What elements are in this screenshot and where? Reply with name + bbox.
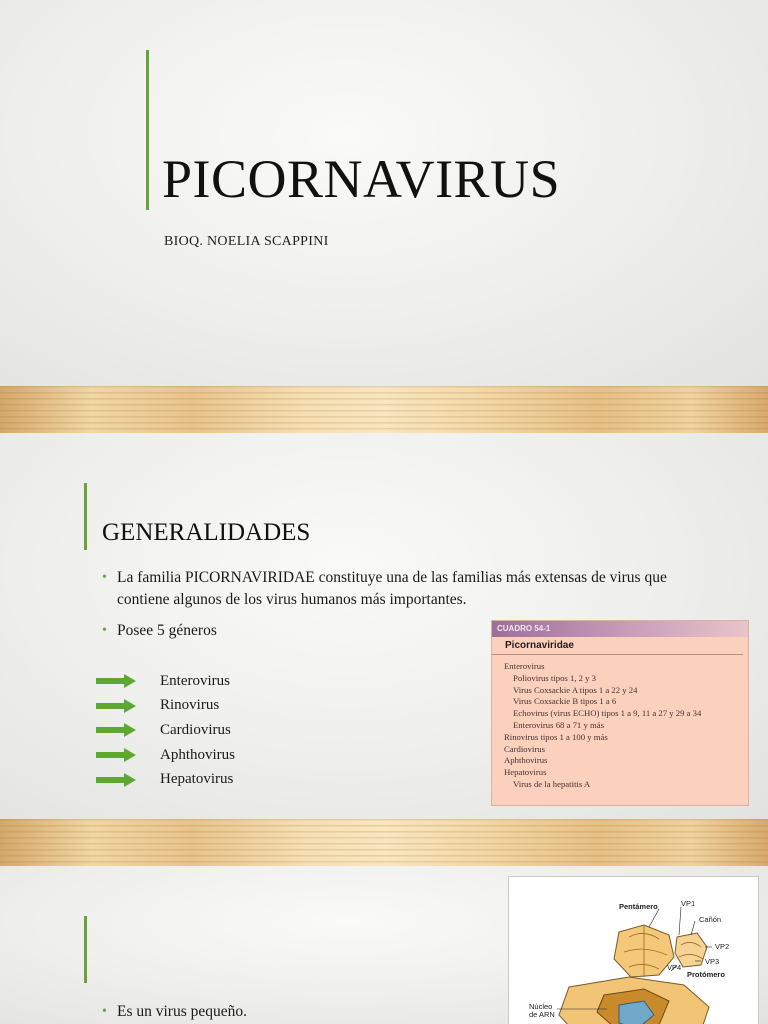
vp1-label: VP1 xyxy=(681,899,696,908)
genus-label: Aphthovirus xyxy=(160,746,235,763)
table-row: Rinovirus tipos 1 a 100 y más xyxy=(504,731,608,742)
table-row: Virus de la hepatitis A xyxy=(513,778,591,789)
structure-slide xyxy=(0,866,768,1024)
genus-item xyxy=(96,767,235,792)
table-title: Picornaviridae xyxy=(492,637,743,655)
table-row: Virus Coxsackie B tipos 1 a 6 xyxy=(513,696,617,707)
bullet-item: • Posee 5 géneros xyxy=(102,620,672,642)
genus-item xyxy=(96,718,235,743)
right-arrow-icon xyxy=(96,723,136,737)
vp4-label: VP4 xyxy=(667,963,682,972)
genus-item xyxy=(96,743,235,768)
rna-core-label: Núcleo de ARN xyxy=(529,1002,555,1019)
wood-divider xyxy=(0,386,768,433)
pentamer-label: Pentámero xyxy=(619,902,658,911)
genus-label: Enterovirus xyxy=(160,672,230,689)
vp3-label: VP3 xyxy=(705,957,720,966)
slide-title: GENERALIDADES xyxy=(102,519,311,546)
picornaviridae-table xyxy=(491,620,749,806)
table-row: Hepatovirus xyxy=(504,767,547,778)
table-header: CUADRO 54-1 xyxy=(492,621,748,637)
right-arrow-icon xyxy=(96,674,136,688)
bullet-item: • Es un virus pequeño. xyxy=(102,1001,482,1023)
table-row: Cardiovirus xyxy=(504,743,546,754)
right-arrow-icon xyxy=(96,748,136,762)
table-row: Echovirus (virus ECHO) tipos 1 a 9, 11 a 27 y 29 a 34 xyxy=(513,708,702,719)
table-row: Enterovirus 68 a 71 y más xyxy=(513,719,604,730)
canyon-label: Cañón xyxy=(699,915,722,924)
genus-item xyxy=(96,669,235,694)
protomer-label: Protómero xyxy=(687,970,725,979)
accent-bar xyxy=(146,50,149,210)
vp2-label: VP2 xyxy=(715,942,730,951)
bullet-list xyxy=(102,1001,482,1023)
slide-subtitle: BIOQ. NOELIA SCAPPINI xyxy=(164,234,329,249)
right-arrow-icon xyxy=(96,773,136,787)
wood-divider xyxy=(0,819,768,866)
accent-bar xyxy=(84,483,87,550)
right-arrow-icon xyxy=(96,699,136,713)
genus-label: Cardiovirus xyxy=(160,721,231,738)
accent-bar xyxy=(84,916,87,983)
title-slide xyxy=(0,0,768,386)
bullet-item: • La familia PICORNAVIRIDAE constituye una de las familias más extensas de virus que contiene algunos de los virus humanos más importantes. xyxy=(102,567,672,611)
table-row: Poliovirus tipos 1, 2 y 3 xyxy=(513,672,597,683)
table-row: Virus Coxsackie A tipos 1 a 22 y 24 xyxy=(513,684,638,695)
genus-item xyxy=(96,694,235,719)
genus-label: Rinovirus xyxy=(160,697,220,714)
genera-list xyxy=(96,669,235,792)
capsid-diagram xyxy=(508,876,759,1024)
table-row: Enterovirus xyxy=(504,661,545,671)
generalidades-slide xyxy=(0,433,768,819)
slide-title: PICORNAVIRUS xyxy=(162,149,561,209)
table-row: Aphthovirus xyxy=(504,755,548,766)
genus-label: Hepatovirus xyxy=(160,771,234,788)
table-rows xyxy=(492,655,748,791)
